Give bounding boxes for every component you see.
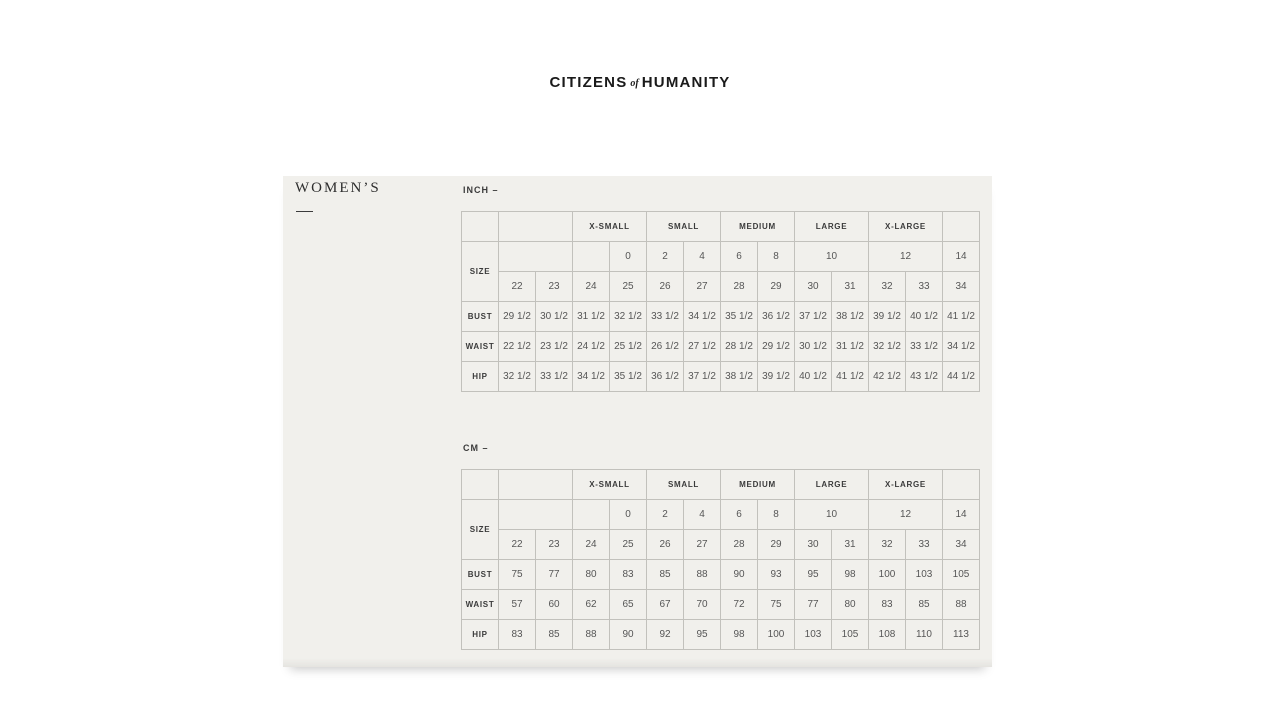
denim-size-cell: 22 (499, 272, 536, 302)
denim-size-cell: 25 (610, 272, 647, 302)
row-label-cell: HIP (462, 620, 499, 650)
cm-table-slot (461, 469, 980, 650)
empty-cell (499, 242, 573, 272)
denim-size-cell: 23 (536, 272, 573, 302)
measurement-cell: 35 1/2 (721, 302, 758, 332)
size-group-header-cell: LARGE (795, 470, 869, 500)
row-label-cell: HIP (462, 362, 499, 392)
measurement-cell: 100 (869, 560, 906, 590)
denim-size-cell: 32 (869, 272, 906, 302)
measurement-cell: 29 1/2 (499, 302, 536, 332)
measurement-cell: 67 (647, 590, 684, 620)
denim-size-cell: 34 (943, 530, 980, 560)
measurement-cell: 32 1/2 (610, 302, 647, 332)
empty-cell (462, 470, 499, 500)
denim-size-cell: 33 (906, 530, 943, 560)
standard-size-cell: 2 (647, 242, 684, 272)
measurement-cell: 65 (610, 590, 647, 620)
measurement-cell: 80 (573, 560, 610, 590)
row-label-cell: BUST (462, 302, 499, 332)
size-row-label-cell: SIZE (462, 242, 499, 302)
measurement-cell: 41 1/2 (943, 302, 980, 332)
empty-cell (499, 500, 573, 530)
measurement-cell: 85 (647, 560, 684, 590)
size-group-header-cell: LARGE (795, 212, 869, 242)
measurement-cell: 72 (721, 590, 758, 620)
size-group-header-cell: SMALL (647, 470, 721, 500)
measurement-cell: 103 (906, 560, 943, 590)
inch-table-slot (461, 211, 980, 392)
measurement-cell: 85 (906, 590, 943, 620)
measurement-cell: 40 1/2 (906, 302, 943, 332)
measurement-cell: 103 (795, 620, 832, 650)
measurement-cell: 38 1/2 (832, 302, 869, 332)
size-table-inch (461, 211, 980, 392)
measurement-cell: 32 1/2 (499, 362, 536, 392)
measurement-row (462, 362, 980, 392)
size-group-header-cell: SMALL (647, 212, 721, 242)
measurement-cell: 42 1/2 (869, 362, 906, 392)
measurement-cell: 110 (906, 620, 943, 650)
standard-size-cell: 14 (943, 242, 980, 272)
denim-size-cell: 23 (536, 530, 573, 560)
measurement-cell: 41 1/2 (832, 362, 869, 392)
empty-cell (943, 470, 980, 500)
measurement-cell: 100 (758, 620, 795, 650)
section-title: WOMEN’S (295, 180, 381, 196)
denim-size-cell: 24 (573, 272, 610, 302)
size-group-header-cell: X-SMALL (573, 470, 647, 500)
measurement-cell: 34 1/2 (573, 362, 610, 392)
row-label-cell: WAIST (462, 590, 499, 620)
measurement-cell: 95 (684, 620, 721, 650)
measurement-cell: 39 1/2 (869, 302, 906, 332)
title-underline (296, 211, 313, 212)
denim-size-cell: 28 (721, 272, 758, 302)
size-group-header-cell: X-LARGE (869, 212, 943, 242)
measurement-cell: 38 1/2 (721, 362, 758, 392)
standard-size-cell: 8 (758, 242, 795, 272)
measurement-cell: 36 1/2 (647, 362, 684, 392)
standard-size-cell: 8 (758, 500, 795, 530)
denim-size-cell: 31 (832, 530, 869, 560)
measurement-cell: 32 1/2 (869, 332, 906, 362)
measurement-cell: 92 (647, 620, 684, 650)
measurement-cell: 27 1/2 (684, 332, 721, 362)
standard-size-cell: 6 (721, 242, 758, 272)
size-group-header-cell: MEDIUM (721, 212, 795, 242)
inch-size-chart (461, 185, 980, 392)
size-group-header-cell: X-LARGE (869, 470, 943, 500)
measurement-row (462, 332, 980, 362)
measurement-cell: 85 (536, 620, 573, 650)
empty-cell (573, 500, 610, 530)
measurement-cell: 77 (795, 590, 832, 620)
denim-size-cell: 29 (758, 272, 795, 302)
denim-size-cell: 32 (869, 530, 906, 560)
row-label-cell: BUST (462, 560, 499, 590)
denim-size-cell: 22 (499, 530, 536, 560)
brand-word-humanity: HUMANITY (641, 74, 731, 91)
standard-size-cell: 2 (647, 500, 684, 530)
size-chart-panel (283, 176, 992, 667)
measurement-row (462, 590, 980, 620)
measurement-cell: 25 1/2 (610, 332, 647, 362)
denim-size-cell: 25 (610, 530, 647, 560)
measurement-cell: 26 1/2 (647, 332, 684, 362)
measurement-cell: 88 (573, 620, 610, 650)
standard-size-cell: 10 (795, 242, 869, 272)
measurement-cell: 98 (832, 560, 869, 590)
measurement-cell: 37 1/2 (684, 362, 721, 392)
denim-size-cell: 27 (684, 272, 721, 302)
denim-size-cell: 31 (832, 272, 869, 302)
standard-size-cell: 10 (795, 500, 869, 530)
standard-size-cell: 4 (684, 500, 721, 530)
measurement-cell: 36 1/2 (758, 302, 795, 332)
measurement-cell: 88 (684, 560, 721, 590)
measurement-cell: 75 (499, 560, 536, 590)
measurement-cell: 83 (869, 590, 906, 620)
unit-label-cm: CM – (463, 443, 489, 453)
row-label-cell: WAIST (462, 332, 499, 362)
size-row-label-cell: SIZE (462, 500, 499, 560)
denim-size-cell: 28 (721, 530, 758, 560)
measurement-cell: 105 (832, 620, 869, 650)
unit-label-inch: INCH – (463, 185, 499, 195)
measurement-cell: 98 (721, 620, 758, 650)
denim-size-cell: 33 (906, 272, 943, 302)
denim-size-cell: 34 (943, 272, 980, 302)
measurement-cell: 34 1/2 (684, 302, 721, 332)
measurement-cell: 83 (499, 620, 536, 650)
measurement-cell: 24 1/2 (573, 332, 610, 362)
measurement-cell: 22 1/2 (499, 332, 536, 362)
measurement-cell: 37 1/2 (795, 302, 832, 332)
empty-cell (462, 212, 499, 242)
standard-size-cell: 6 (721, 500, 758, 530)
standard-size-cell: 14 (943, 500, 980, 530)
brand-logo (0, 74, 1280, 92)
denim-size-cell: 30 (795, 530, 832, 560)
measurement-cell: 35 1/2 (610, 362, 647, 392)
measurement-cell: 44 1/2 (943, 362, 980, 392)
measurement-cell: 23 1/2 (536, 332, 573, 362)
denim-size-cell: 30 (795, 272, 832, 302)
measurement-cell: 31 1/2 (573, 302, 610, 332)
measurement-cell: 108 (869, 620, 906, 650)
measurement-cell: 113 (943, 620, 980, 650)
measurement-cell: 43 1/2 (906, 362, 943, 392)
measurement-row (462, 620, 980, 650)
empty-cell (499, 470, 573, 500)
empty-cell (499, 212, 573, 242)
measurement-cell: 34 1/2 (943, 332, 980, 362)
standard-size-cell: 12 (869, 242, 943, 272)
empty-cell (943, 212, 980, 242)
size-table-cm (461, 469, 980, 650)
measurement-row (462, 302, 980, 332)
measurement-cell: 62 (573, 590, 610, 620)
denim-size-cell: 29 (758, 530, 795, 560)
measurement-cell: 75 (758, 590, 795, 620)
measurement-cell: 33 1/2 (906, 332, 943, 362)
measurement-cell: 28 1/2 (721, 332, 758, 362)
measurement-cell: 77 (536, 560, 573, 590)
measurement-cell: 39 1/2 (758, 362, 795, 392)
measurement-cell: 105 (943, 560, 980, 590)
size-group-header-cell: MEDIUM (721, 470, 795, 500)
denim-size-cell: 27 (684, 530, 721, 560)
brand-word-of: of (630, 78, 639, 89)
empty-cell (573, 242, 610, 272)
standard-size-cell: 4 (684, 242, 721, 272)
measurement-cell: 33 1/2 (536, 362, 573, 392)
measurement-cell: 93 (758, 560, 795, 590)
measurement-cell: 40 1/2 (795, 362, 832, 392)
denim-size-cell: 26 (647, 530, 684, 560)
measurement-cell: 90 (721, 560, 758, 590)
measurement-cell: 30 1/2 (795, 332, 832, 362)
standard-size-cell: 0 (610, 500, 647, 530)
measurement-cell: 88 (943, 590, 980, 620)
measurement-cell: 80 (832, 590, 869, 620)
standard-size-cell: 12 (869, 500, 943, 530)
measurement-cell: 83 (610, 560, 647, 590)
standard-size-cell: 0 (610, 242, 647, 272)
denim-size-cell: 26 (647, 272, 684, 302)
measurement-cell: 29 1/2 (758, 332, 795, 362)
measurement-row (462, 560, 980, 590)
denim-size-cell: 24 (573, 530, 610, 560)
cm-size-chart (461, 443, 980, 650)
measurement-cell: 60 (536, 590, 573, 620)
measurement-cell: 33 1/2 (647, 302, 684, 332)
measurement-cell: 70 (684, 590, 721, 620)
measurement-cell: 90 (610, 620, 647, 650)
measurement-cell: 95 (795, 560, 832, 590)
brand-word-citizens: CITIZENS (549, 74, 628, 91)
measurement-cell: 30 1/2 (536, 302, 573, 332)
measurement-cell: 31 1/2 (832, 332, 869, 362)
measurement-cell: 57 (499, 590, 536, 620)
size-group-header-cell: X-SMALL (573, 212, 647, 242)
